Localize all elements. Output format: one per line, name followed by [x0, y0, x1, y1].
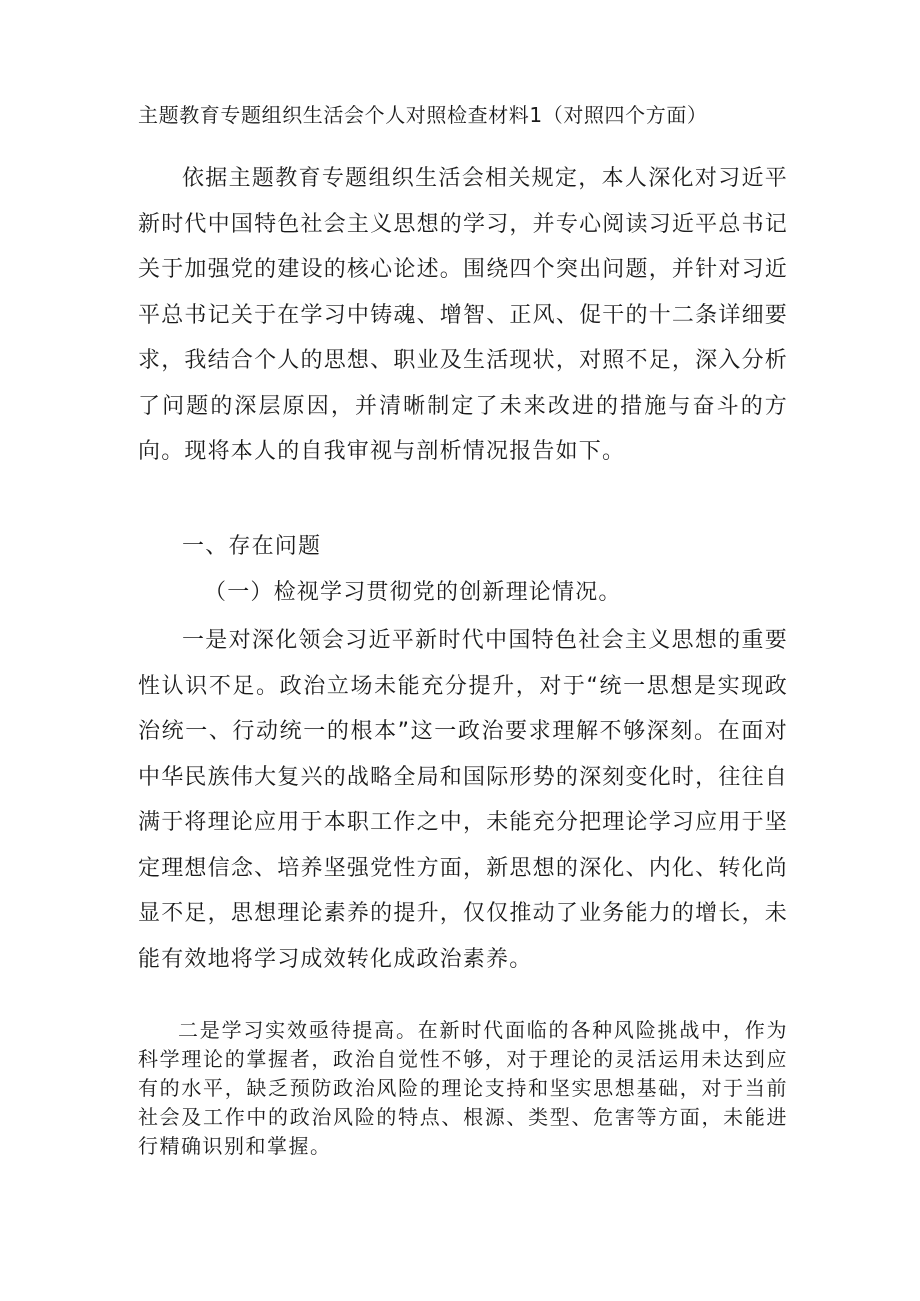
document-title: 主题教育专题组织生活会个人对照检查材料1（对照四个方面）	[138, 103, 708, 127]
section-heading: 一、存在问题	[182, 534, 322, 559]
body-paragraph-2: 二是学习实效亟待提高。在新时代面临的各种风险挑战中，作为科学理论的掌握者，政治自觉性不够，对于理论的灵活运用未达到应有的水平，缺乏预防政治风险的理论支持和坚实思想基础，对于当前社会及工作中的政治风险的特点、根源、类型、危害等方面，未能进行精确识别和掌握。	[138, 1018, 788, 1158]
intro-paragraph: 依据主题教育专题组织生活会相关规定，本人深化对习近平新时代中国特色社会主义思想的学习，并专心阅读习近平总书记关于加强党的建设的核心论述。围绕四个突出问题，并针对习近平总书记关于在学习中铸魂、增智、正风、促干的十二条详细要求，我结合个人的思想、职业及生活现状，对照不足，深入分析了问题的深层原因，并清晰制定了未来改进的措施与奋斗的方向。现将本人的自我审视与剖析情况报告如下。	[138, 166, 788, 464]
subsection-heading: （一）检视学习贯彻党的创新理论情况。	[204, 580, 622, 605]
body-paragraph-1: 一是对深化领会习近平新时代中国特色社会主义思想的重要性认识不足。政治立场未能充分提升，对于“统一思想是实现政治统一、行动统一的根本”这一政治要求理解不够深刻。在面对中华民族伟大复兴的战略全局和国际形势的深刻变化时，往往自满于将理论应用于本职工作之中，未能充分把理论学习应用于坚定理想信念、培养坚强党性方面，新思想的深化、内化、转化尚显不足，思想理论素养的提升，仅仅推动了业务能力的增长，未能有效地将学习成效转化成政治素养。	[138, 628, 788, 972]
